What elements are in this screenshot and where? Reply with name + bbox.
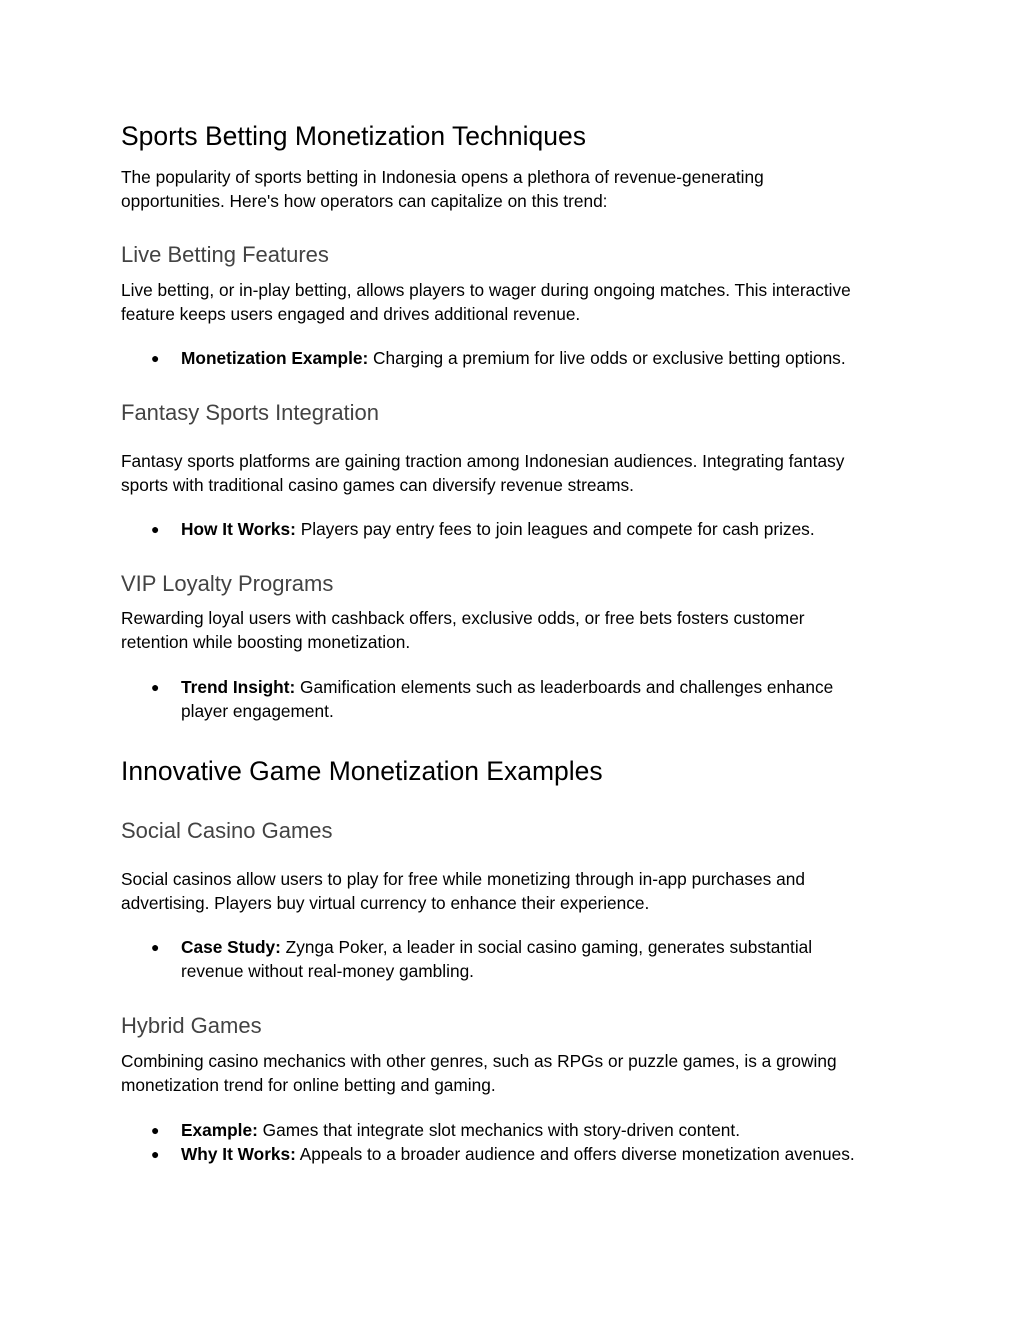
list-item <box>121 1142 911 1190</box>
list-item-text <box>181 935 812 959</box>
list-item-text <box>181 1118 740 1142</box>
list-item-body: Gamification elements such as leaderboards and challenges enhance <box>295 677 834 697</box>
vip-text-line-2: retention while boosting monetization. <box>121 632 411 652</box>
fantasy-text-line-1: Fantasy sports platforms are gaining traction among Indonesian audiences. Integrating fantasy <box>121 451 845 471</box>
list-item <box>121 517 911 565</box>
live-betting-text-line-2: feature keeps users engaged and drives additional revenue. <box>121 304 581 324</box>
fantasy-text-line-2: sports with traditional casino games can diversify revenue streams. <box>121 475 634 495</box>
list-item-continuation: revenue without real-money gambling. <box>181 961 474 981</box>
list-item-text <box>181 1142 855 1166</box>
list-item-text <box>181 675 833 699</box>
subheading-hybrid-games: Hybrid Games <box>121 1013 262 1038</box>
bullet-icon: ● <box>151 1122 160 1138</box>
subheading-social-casino: Social Casino Games <box>121 818 333 843</box>
subheading-vip-loyalty: VIP Loyalty Programs <box>121 571 334 596</box>
list-item-label: Trend Insight: <box>181 677 296 697</box>
list-item-body: Charging a premium for live odds or exclusive betting options. <box>368 348 846 368</box>
hybrid-text-line-2: monetization trend for online betting and gaming. <box>121 1075 496 1095</box>
list-item-label: Why It Works: <box>181 1144 296 1164</box>
list-item-text <box>181 346 846 370</box>
subheading-fantasy-sports: Fantasy Sports Integration <box>121 400 380 425</box>
list-item-label: How It Works: <box>181 519 296 539</box>
list-item-text <box>181 517 815 541</box>
list-item-label: Example: <box>181 1120 258 1140</box>
list-item-label: Case Study: <box>181 937 281 957</box>
subheading-live-betting: Live Betting Features <box>121 242 329 267</box>
social-text-line-2: advertising. Players buy virtual currency to enhance their experience. <box>121 893 650 913</box>
section-title-sports-betting: Sports Betting Monetization Techniques <box>121 121 587 151</box>
bullet-icon: ● <box>151 350 160 366</box>
hybrid-text-line-1: Combining casino mechanics with other genres, such as RPGs or puzzle games, is a growing <box>121 1051 837 1071</box>
intro-paragraph-line-2: opportunities. Here's how operators can capitalize on this trend: <box>121 191 608 211</box>
list-item-continuation: player engagement. <box>181 701 334 721</box>
bullet-icon: ● <box>151 679 160 695</box>
list-item-body: Games that integrate slot mechanics with story-driven content. <box>257 1120 741 1140</box>
social-text-line-1: Social casinos allow users to play for free while monetizing through in-app purchases and <box>121 869 805 889</box>
bullet-icon: ● <box>151 939 160 955</box>
list-item <box>121 346 911 394</box>
bullet-icon: ● <box>151 1146 160 1162</box>
list-item-body: Players pay entry fees to join leagues and compete for cash prizes. <box>295 519 815 539</box>
bullet-icon: ● <box>151 521 160 537</box>
list-item-label: Monetization Example: <box>181 348 369 368</box>
list-item <box>121 675 911 723</box>
intro-paragraph-line-1: The popularity of sports betting in Indonesia opens a plethora of revenue-generating <box>121 167 764 187</box>
list-item <box>121 935 911 983</box>
list-item-body: Appeals to a broader audience and offers diverse monetization avenues. <box>295 1144 855 1164</box>
list-item-body: Zynga Poker, a leader in social casino gaming, generates substantial <box>280 937 813 957</box>
section-title-innovative-game: Innovative Game Monetization Examples <box>121 756 603 786</box>
vip-text-line-1: Rewarding loyal users with cashback offers, exclusive odds, or free bets fosters customer <box>121 608 805 628</box>
live-betting-text-line-1: Live betting, or in-play betting, allows players to wager during ongoing matches. This interactive <box>121 280 851 300</box>
